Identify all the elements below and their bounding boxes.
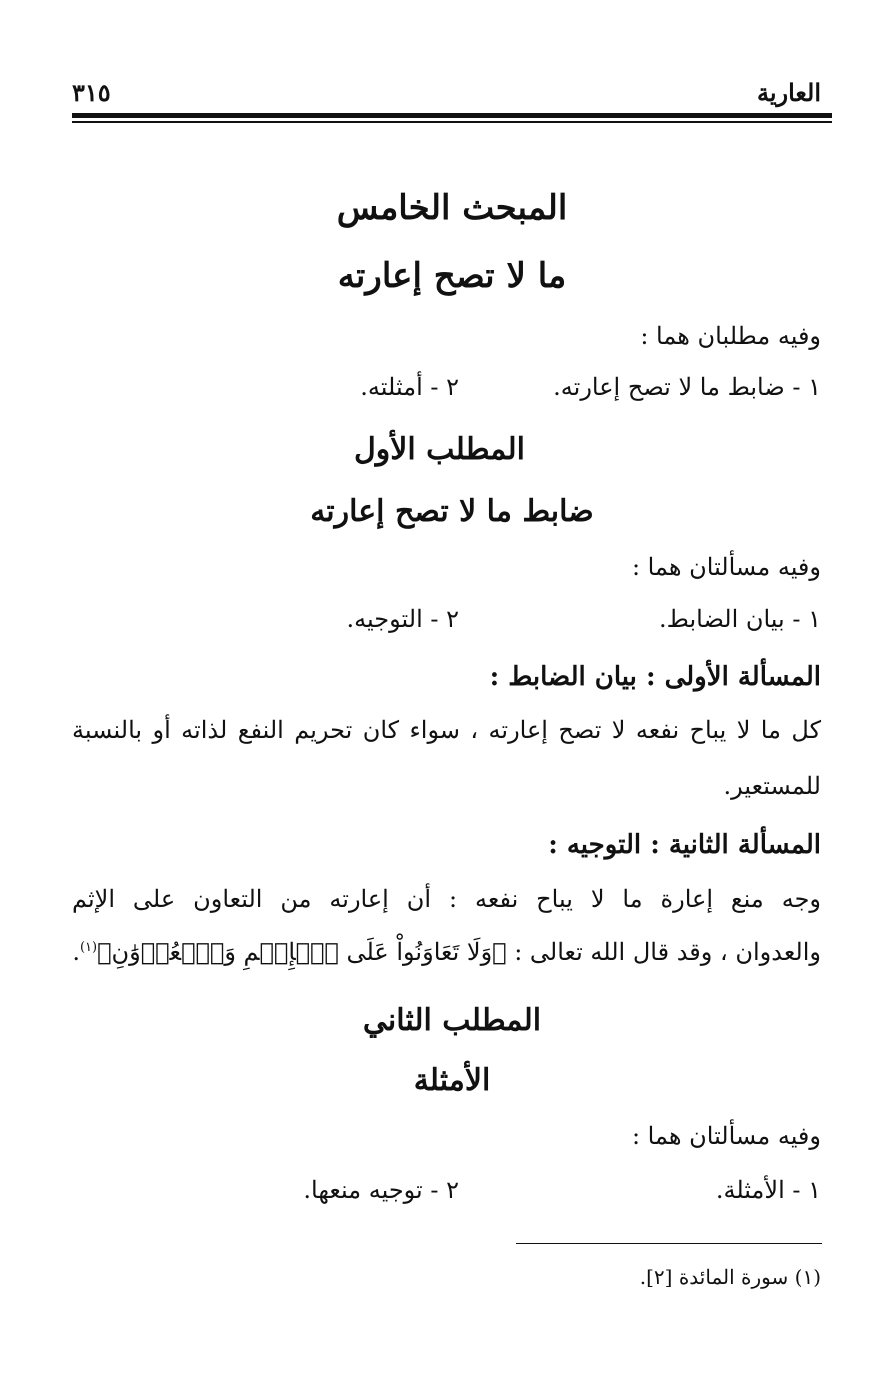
header-rule-thin: [72, 121, 832, 123]
issue1-heading: المسألة الأولى : بيان الضابط :: [489, 662, 821, 692]
topic1-intro: وفيه مسألتان هما :: [631, 553, 821, 581]
issue2-quran-verse: والعدوان ، وقد قال الله تعالى : ﴿وَلَا تَعَاوَنُواْ عَلَى ٱلۡإِثۡمِ وَٱلۡعُدۡوَٰنِ﴾: [97, 938, 821, 966]
issue2-text-line2: [72, 938, 821, 966]
section-item-1: ١ - ضابط ما لا تصح إعارته.: [553, 373, 821, 401]
topic2-intro: وفيه مسألتان هما :: [631, 1122, 821, 1150]
topic1-item-1: ١ - بيان الضابط.: [659, 605, 821, 633]
topic1-item-2: ٢ - التوجيه.: [346, 605, 459, 633]
topic1-title: المطلب الأول: [354, 432, 525, 467]
section-subtitle: ما لا تصح إعارته: [337, 256, 567, 296]
topic2-subtitle: الأمثلة: [413, 1063, 491, 1098]
issue1-text-line2: للمستعير.: [723, 772, 821, 800]
issue2-heading: المسألة الثانية : التوجيه :: [548, 830, 821, 860]
footnote: (١) سورة المائدة [٢].: [639, 1265, 821, 1289]
footnote-ref: (١): [79, 940, 98, 955]
page-number: ٣١٥: [72, 78, 111, 107]
topic2-title: المطلب الثاني: [362, 1003, 542, 1038]
topic1-subtitle: ضابط ما لا تصح إعارته: [310, 494, 594, 529]
topic2-item-2: ٢ - توجيه منعها.: [303, 1176, 459, 1204]
footnote-rule: [516, 1243, 822, 1244]
issue2-text-line1: وجه منع إعارة ما لا يباح نفعه : أن إعارته من التعاون على الإثم: [72, 885, 821, 913]
topic2-item-1: ١ - الأمثلة.: [715, 1176, 821, 1204]
issue1-text-line1: كل ما لا يباح نفعه لا تصح إعارته ، سواء كان تحريم النفع لذاته أو بالنسبة: [72, 716, 821, 744]
running-head: العارية: [756, 78, 821, 107]
section-title: المبحث الخامس: [336, 188, 568, 228]
section-intro: وفيه مطلبان هما :: [640, 322, 821, 350]
issue2-end: .: [72, 938, 80, 966]
section-item-2: ٢ - أمثلته.: [360, 373, 459, 401]
header-rule-thick: [72, 113, 832, 118]
